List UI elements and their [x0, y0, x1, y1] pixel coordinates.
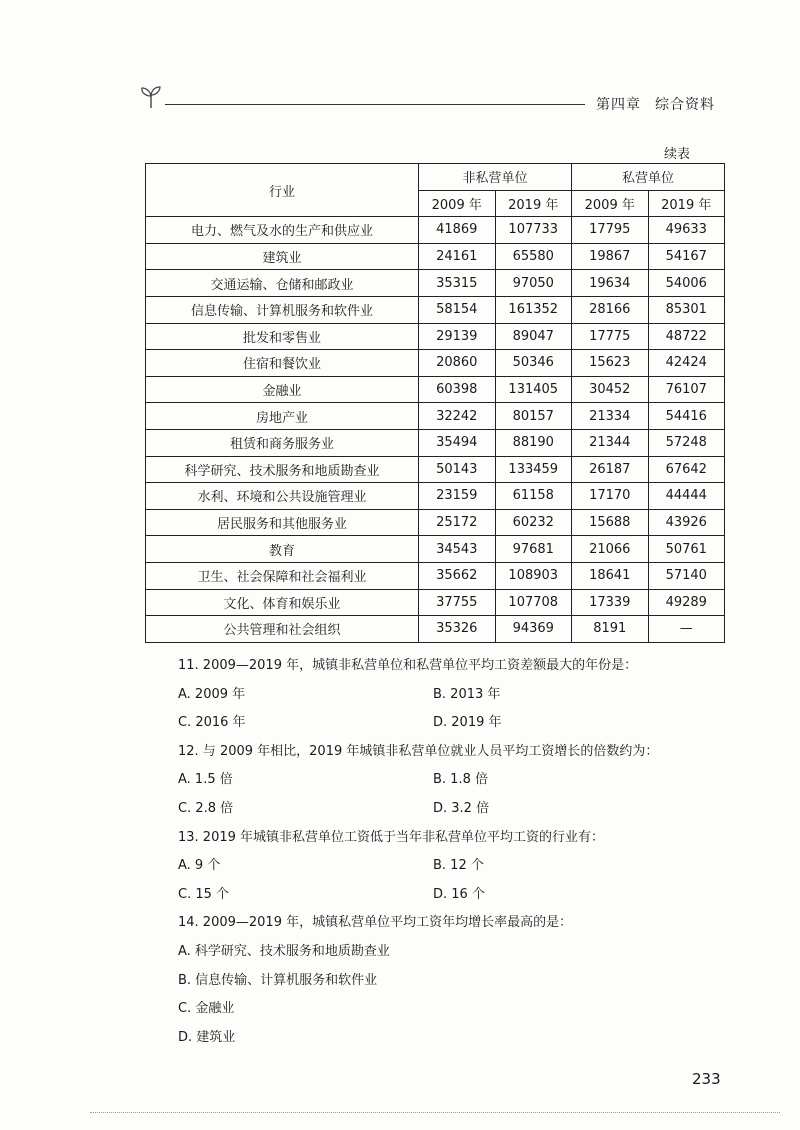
table-body: [146, 217, 725, 643]
private-2019-cell: 43926: [648, 509, 725, 536]
private-2009-cell: 28166: [572, 296, 649, 323]
private-2009-cell: 30452: [572, 376, 649, 403]
year-header: 2019 年: [648, 190, 725, 217]
group-nonprivate-header: 非私营单位: [419, 164, 572, 191]
private-2019-cell: 67642: [648, 456, 725, 483]
nonprivate-2009-cell: 23159: [419, 483, 496, 510]
table-row: [146, 483, 725, 510]
table-row: [146, 296, 725, 323]
industry-cell: 租赁和商务服务业: [146, 429, 419, 456]
private-2019-cell: 57140: [648, 562, 725, 589]
option-row: [178, 766, 738, 795]
answer-option[interactable]: C. 15 个: [178, 886, 230, 902]
nonprivate-2009-cell: 60398: [419, 376, 496, 403]
private-2009-cell: 21066: [572, 536, 649, 563]
industry-cell: 电力、燃气及水的生产和供应业: [146, 217, 419, 244]
wage-table: [145, 163, 725, 643]
answer-option[interactable]: A. 科学研究、技术服务和地质勘查业: [178, 943, 390, 959]
nonprivate-2019-cell: 61158: [495, 483, 572, 510]
industry-cell: 公共管理和社会组织: [146, 616, 419, 643]
private-2009-cell: 21344: [572, 429, 649, 456]
table-row: [146, 323, 725, 350]
question-stem: 11. 2009—2019 年，城镇非私营单位和私营单位平均工资差额最大的年份是：: [178, 658, 638, 673]
nonprivate-2019-cell: 65580: [495, 243, 572, 270]
table-row: [146, 350, 725, 377]
nonprivate-2019-cell: 50346: [495, 350, 572, 377]
nonprivate-2019-cell: 108903: [495, 562, 572, 589]
table-row: [146, 376, 725, 403]
private-2009-cell: 21334: [572, 403, 649, 430]
industry-cell: 房地产业: [146, 403, 419, 430]
option-row: [178, 881, 738, 910]
industry-cell: 教育: [146, 536, 419, 563]
table-row: [146, 243, 725, 270]
private-2019-cell: 57248: [648, 429, 725, 456]
nonprivate-2019-cell: 97681: [495, 536, 572, 563]
nonprivate-2009-cell: 50143: [419, 456, 496, 483]
nonprivate-2009-cell: 29139: [419, 323, 496, 350]
group-private-header: 私营单位: [572, 164, 725, 191]
private-2009-cell: 19634: [572, 270, 649, 297]
private-2009-cell: 17170: [572, 483, 649, 510]
option-row: [178, 709, 738, 738]
industry-cell: 住宿和餐饮业: [146, 350, 419, 377]
industry-cell: 批发和零售业: [146, 323, 419, 350]
private-2009-cell: 17339: [572, 589, 649, 616]
chapter-header: [596, 94, 729, 114]
nonprivate-2019-cell: 97050: [495, 270, 572, 297]
private-2019-cell: 44444: [648, 483, 725, 510]
industry-cell: 卫生、社会保障和社会福利业: [146, 562, 419, 589]
nonprivate-2009-cell: 24161: [419, 243, 496, 270]
answer-option[interactable]: D. 3.2 倍: [433, 800, 490, 816]
nonprivate-2009-cell: 34543: [419, 536, 496, 563]
table-row: [146, 536, 725, 563]
nonprivate-2019-cell: 94369: [495, 616, 572, 643]
answer-option[interactable]: C. 2.8 倍: [178, 800, 234, 816]
private-2019-cell: 76107: [648, 376, 725, 403]
year-header: 2009 年: [419, 190, 496, 217]
table-row: [146, 270, 725, 297]
option-row: [178, 681, 738, 710]
answer-option[interactable]: C. 金融业: [178, 1001, 235, 1017]
table-row: [146, 217, 725, 244]
chapter-label: 第四章: [596, 97, 641, 113]
nonprivate-2009-cell: 35494: [419, 429, 496, 456]
industry-cell: 文化、体育和娱乐业: [146, 589, 419, 616]
nonprivate-2009-cell: 32242: [419, 403, 496, 430]
private-2019-cell: —: [648, 616, 725, 643]
private-2019-cell: 50761: [648, 536, 725, 563]
private-2009-cell: 8191: [572, 616, 649, 643]
answer-option[interactable]: A. 1.5 倍: [178, 772, 233, 788]
nonprivate-2009-cell: 35662: [419, 562, 496, 589]
industry-cell: 建筑业: [146, 243, 419, 270]
option-row: [178, 852, 738, 881]
col-industry-header: 行业: [146, 164, 419, 217]
question-stem: 12. 与 2009 年相比，2019 年城镇非私营单位就业人员平均工资增长的倍数约为：: [178, 743, 659, 759]
table-row: [146, 589, 725, 616]
industry-cell: 信息传输、计算机服务和软件业: [146, 296, 419, 323]
table-row: [146, 429, 725, 456]
nonprivate-2009-cell: 58154: [419, 296, 496, 323]
private-2019-cell: 49633: [648, 217, 725, 244]
answer-option[interactable]: D. 2019 年: [433, 715, 502, 731]
nonprivate-2019-cell: 80157: [495, 403, 572, 430]
nonprivate-2009-cell: 20860: [419, 350, 496, 377]
private-2009-cell: 17795: [572, 217, 649, 244]
nonprivate-2009-cell: 41869: [419, 217, 496, 244]
industry-cell: 居民服务和其他服务业: [146, 509, 419, 536]
nonprivate-2019-cell: 131405: [495, 376, 572, 403]
industry-cell: 科学研究、技术服务和地质勘查业: [146, 456, 419, 483]
private-2019-cell: 54416: [648, 403, 725, 430]
table-row: [146, 562, 725, 589]
table-row: [146, 403, 725, 430]
nonprivate-2019-cell: 133459: [495, 456, 572, 483]
header-rule: [165, 104, 585, 105]
industry-cell: 交通运输、仓储和邮政业: [146, 270, 419, 297]
sprout-icon: [136, 84, 166, 110]
answer-option[interactable]: D. 建筑业: [178, 1029, 236, 1045]
nonprivate-2019-cell: 107733: [495, 217, 572, 244]
nonprivate-2019-cell: 88190: [495, 429, 572, 456]
question-stem: 14. 2009—2019 年，城镇私营单位平均工资年均增长率最高的是：: [178, 915, 573, 931]
private-2019-cell: 48722: [648, 323, 725, 350]
scan-edge: [90, 1112, 780, 1115]
private-2019-cell: 49289: [648, 589, 725, 616]
answer-option[interactable]: B. 1.8 倍: [433, 772, 488, 788]
private-2019-cell: 85301: [648, 296, 725, 323]
section-label: 综合资料: [655, 97, 715, 113]
nonprivate-2009-cell: 37755: [419, 589, 496, 616]
private-2009-cell: 19867: [572, 243, 649, 270]
private-2019-cell: 54167: [648, 243, 725, 270]
nonprivate-2009-cell: 25172: [419, 509, 496, 536]
table-row: [146, 456, 725, 483]
year-header: 2009 年: [572, 190, 649, 217]
table-row: [146, 509, 725, 536]
page-number: 233: [692, 1070, 721, 1088]
answer-option[interactable]: D. 16 个: [433, 886, 485, 902]
question-stem: 13. 2019 年城镇非私营单位工资低于当年非私营单位平均工资的行业有：: [178, 829, 605, 845]
answer-option[interactable]: B. 2013 年: [433, 686, 501, 702]
year-header: 2019 年: [495, 190, 572, 217]
private-2009-cell: 18641: [572, 562, 649, 589]
nonprivate-2009-cell: 35326: [419, 616, 496, 643]
nonprivate-2019-cell: 107708: [495, 589, 572, 616]
private-2019-cell: 54006: [648, 270, 725, 297]
industry-cell: 金融业: [146, 376, 419, 403]
answer-option[interactable]: B. 信息传输、计算机服务和软件业: [178, 972, 378, 988]
answer-option[interactable]: B. 12 个: [433, 858, 484, 874]
answer-option[interactable]: C. 2016 年: [178, 715, 246, 731]
table-row: [146, 616, 725, 643]
nonprivate-2009-cell: 35315: [419, 270, 496, 297]
question-list: [178, 652, 738, 1052]
answer-option[interactable]: A. 2009 年: [178, 686, 246, 702]
option-row: [178, 795, 738, 824]
private-2019-cell: 42424: [648, 350, 725, 377]
answer-option[interactable]: A. 9 个: [178, 858, 221, 874]
industry-cell: 水利、环境和公共设施管理业: [146, 483, 419, 510]
nonprivate-2019-cell: 89047: [495, 323, 572, 350]
private-2009-cell: 15688: [572, 509, 649, 536]
private-2009-cell: 15623: [572, 350, 649, 377]
nonprivate-2019-cell: 161352: [495, 296, 572, 323]
continued-label: 续表: [664, 147, 691, 162]
private-2009-cell: 17775: [572, 323, 649, 350]
private-2009-cell: 26187: [572, 456, 649, 483]
nonprivate-2019-cell: 60232: [495, 509, 572, 536]
